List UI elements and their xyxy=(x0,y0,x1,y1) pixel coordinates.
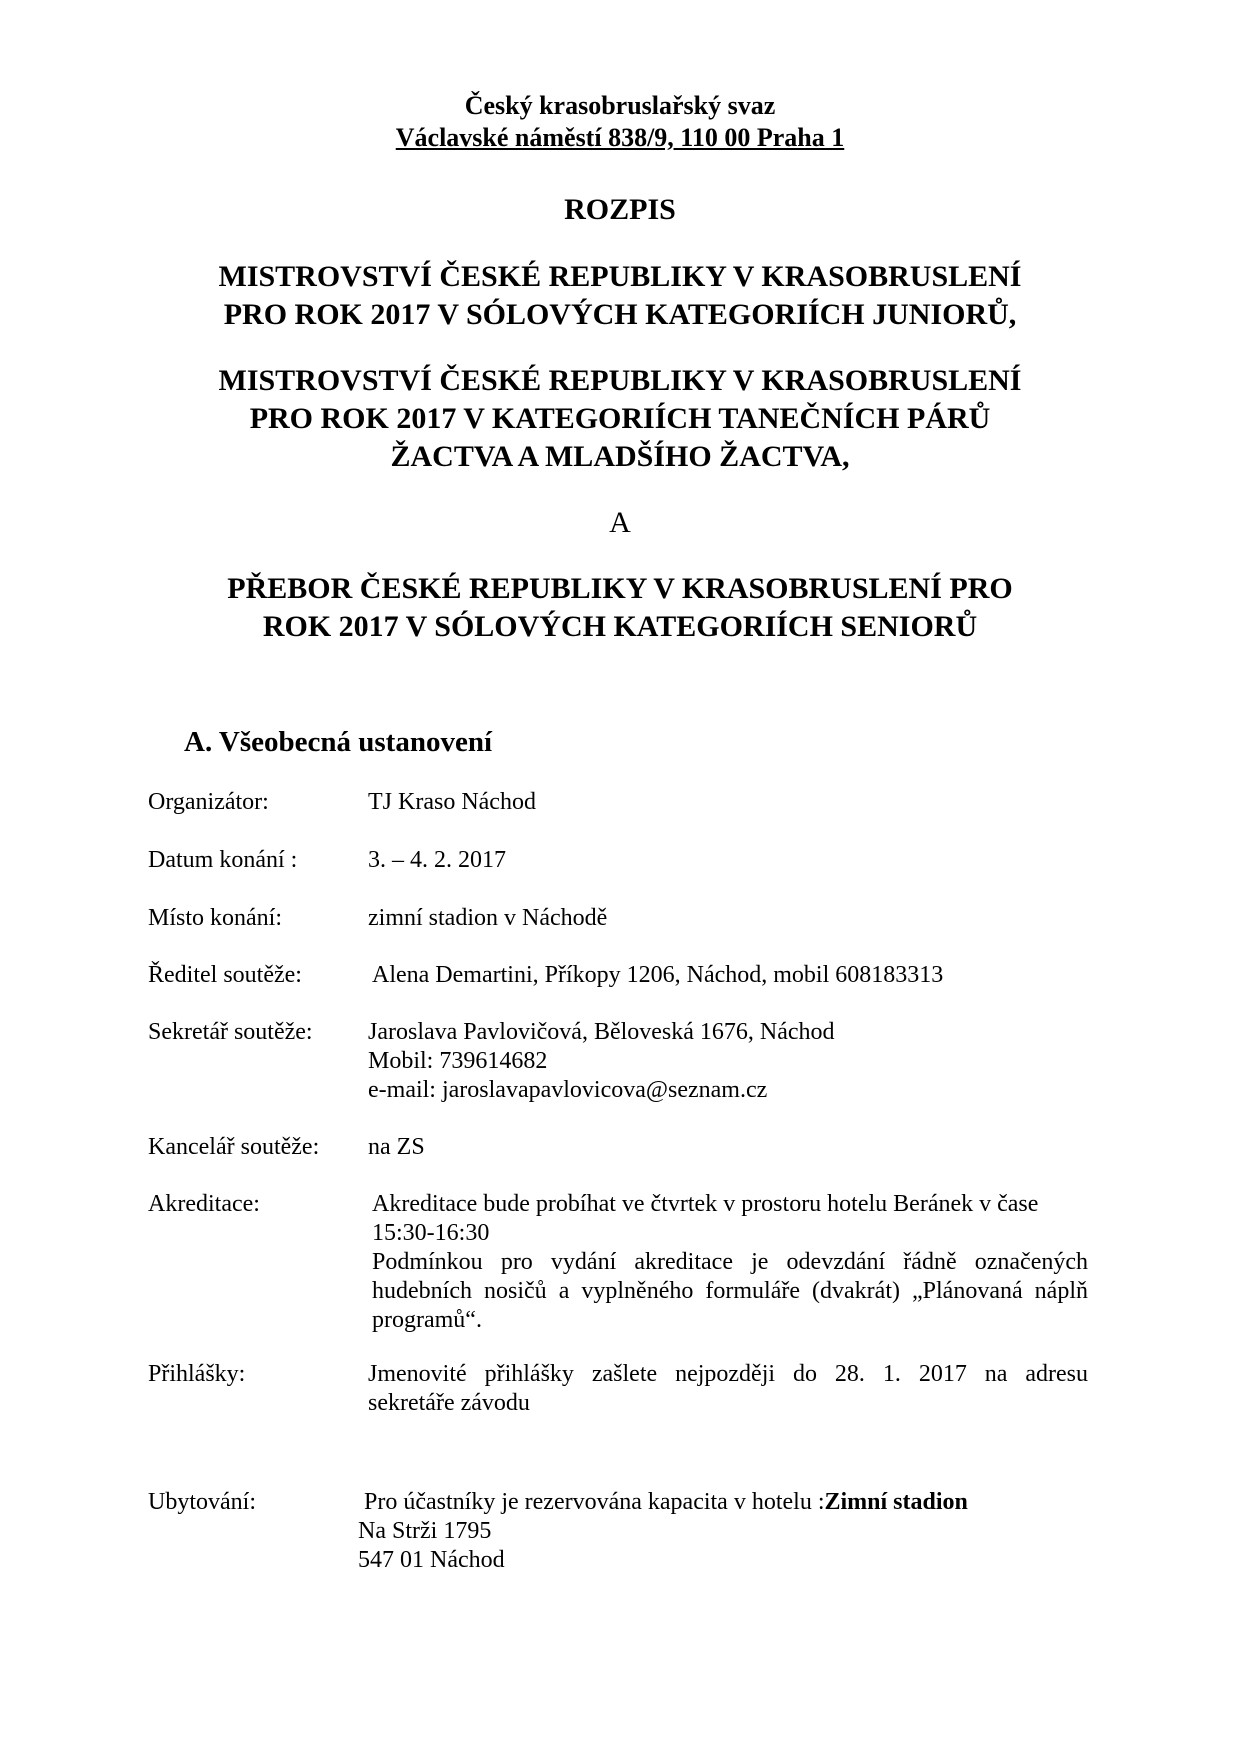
section-title: A. Všeobecná ustanovení xyxy=(184,726,493,758)
row-value xyxy=(372,1190,1088,1335)
heading-dance-championship xyxy=(100,362,1140,476)
heading-senior-championship xyxy=(100,570,1140,646)
accommodation-intro-text: Pro účastníky je rezervována kapacita v hotelu : xyxy=(364,1489,825,1515)
registration-line: Jmenovité přihlášky zašlete nejpozději do 28. 1. 2017 na adresu xyxy=(368,1361,1088,1387)
row-label: Přihlášky: xyxy=(148,1361,246,1387)
row-label: Ředitel soutěže: xyxy=(148,962,302,988)
row-value: Alena Demartini, Příkopy 1206, Náchod, mobil 608183313 xyxy=(372,962,944,988)
row-label: Datum konání : xyxy=(148,847,298,873)
secretary-mobile: Mobil: 739614682 xyxy=(368,1048,548,1074)
row-value: 3. – 4. 2. 2017 xyxy=(368,847,506,873)
document-title: ROZPIS xyxy=(564,193,676,226)
hotel-city: 547 01 Náchod xyxy=(358,1547,505,1573)
accreditation-line: programů“. xyxy=(372,1307,482,1333)
heading-conjunction: A xyxy=(609,506,631,539)
heading-junior-championship xyxy=(100,258,1140,334)
registration-line: sekretáře závodu xyxy=(368,1390,530,1416)
heading-line: PRO ROK 2017 V KATEGORIÍCH TANEČNÍCH PÁRŮ xyxy=(249,402,991,435)
accreditation-line: hudebních nosičů a vyplněného formuláře (dvakrát) „Plánovaná náplň xyxy=(372,1278,1088,1304)
row-label: Kancelář soutěže: xyxy=(148,1134,320,1160)
row-label: Ubytování: xyxy=(148,1489,256,1515)
heading-line: PŘEBOR ČESKÉ REPUBLIKY V KRASOBRUSLENÍ PRO xyxy=(227,572,1013,605)
accommodation-intro xyxy=(364,1488,968,1517)
secretary-name-address: Jaroslava Pavlovičová, Běloveská 1676, Náchod xyxy=(368,1019,835,1045)
heading-line: ROK 2017 V SÓLOVÝCH KATEGORIÍCH SENIORŮ xyxy=(262,610,978,643)
heading-line: MISTROVSTVÍ ČESKÉ REPUBLIKY V KRASOBRUSLENÍ xyxy=(218,260,1022,293)
organization-address xyxy=(0,122,1240,154)
heading-line: ŽACTVA A MLADŠÍHO ŽACTVA, xyxy=(390,440,850,473)
secretary-email: e-mail: jaroslavapavlovicova@seznam.cz xyxy=(368,1077,768,1103)
organization-address-text: Václavské náměstí 838/9, 110 00 Praha 1 xyxy=(395,123,845,152)
row-label: Organizátor: xyxy=(148,789,269,815)
heading-line: MISTROVSTVÍ ČESKÉ REPUBLIKY V KRASOBRUSLENÍ xyxy=(218,364,1022,397)
row-value: na ZS xyxy=(368,1134,425,1160)
row-value: TJ Kraso Náchod xyxy=(368,789,536,815)
hotel-street: Na Strži 1795 xyxy=(358,1518,492,1544)
row-value: zimní stadion v Náchodě xyxy=(368,905,608,931)
row-value xyxy=(368,1360,1088,1418)
accreditation-line: 15:30-16:30 xyxy=(372,1220,490,1246)
hotel-name: Zimní stadion xyxy=(824,1489,968,1515)
accreditation-line: Akreditace bude probíhat ve čtvrtek v prostoru hotelu Beránek v čase xyxy=(372,1191,1039,1217)
row-label: Místo konání: xyxy=(148,905,283,931)
heading-line: PRO ROK 2017 V SÓLOVÝCH KATEGORIÍCH JUNIORŮ, xyxy=(223,298,1017,331)
accreditation-line: Podmínkou pro vydání akreditace je odevzdání řádně označených xyxy=(372,1249,1088,1275)
row-value xyxy=(368,1018,835,1105)
organization-name: Český krasobruslařský svaz xyxy=(464,91,776,120)
row-label: Sekretář soutěže: xyxy=(148,1019,313,1045)
row-label: Akreditace: xyxy=(148,1191,260,1217)
